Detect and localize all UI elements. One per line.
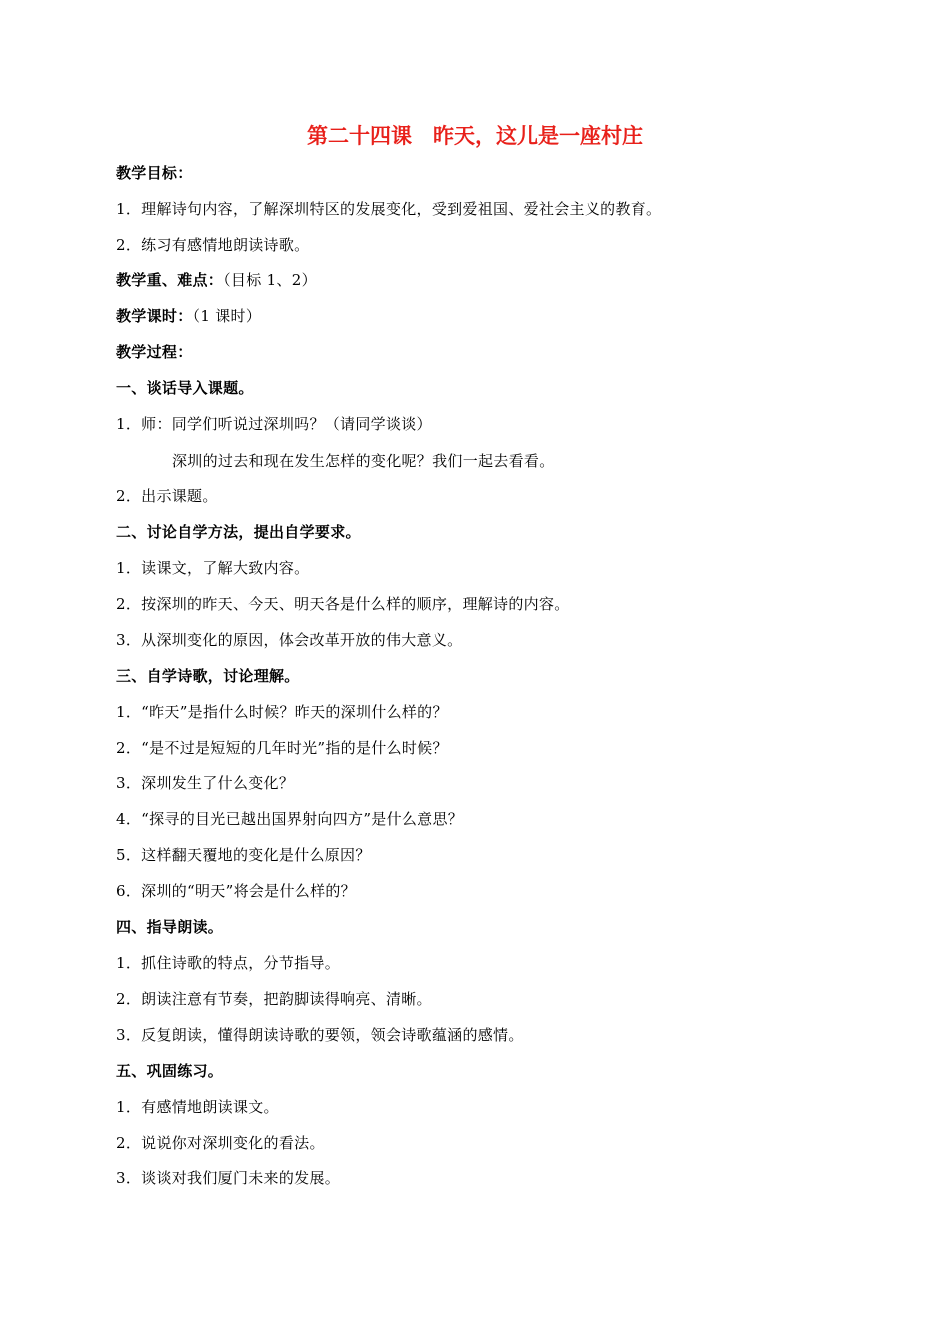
list-item: 5．这样翻天覆地的变化是什么原因？ <box>116 846 371 864</box>
list-item: 4．“探寻的目光已越出国界射向四方”是什么意思？ <box>116 810 464 828</box>
periods-value: （1 课时） <box>192 307 262 325</box>
list-item: 3．反复朗读，懂得朗读诗歌的要领，领会诗歌蕴涵的感情。 <box>116 1026 524 1044</box>
list-item: 2．出示课题。 <box>116 487 218 505</box>
list-item: 1．师：同学们听说过深圳吗？（请同学谈谈） <box>116 415 432 433</box>
list-item: 3．深圳发生了什么变化？ <box>116 774 295 792</box>
list-item: 2．按深圳的昨天、今天、明天各是什么样的顺序，理解诗的内容。 <box>116 595 570 613</box>
list-item: 3．从深圳变化的原因，体会改革开放的伟大意义。 <box>116 631 463 649</box>
section-heading: 二、讨论自学方法，提出自学要求。 <box>116 523 361 541</box>
list-item: 1．读课文，了解大致内容。 <box>116 559 310 577</box>
list-item: 1．抓住诗歌的特点，分节指导。 <box>116 954 341 972</box>
list-item: 2．说说你对深圳变化的看法。 <box>116 1134 325 1152</box>
list-item: 深圳的过去和现在发生怎样的变化呢？我们一起去看看。 <box>172 452 555 470</box>
process-heading: 教学过程： <box>116 343 193 361</box>
key-points-row <box>116 270 317 290</box>
objective-item: 1．理解诗句内容，了解深圳特区的发展变化，受到爱祖国、爱社会主义的教育。 <box>116 200 662 218</box>
key-points-label: 教学重、难点： <box>116 271 224 289</box>
list-item: 1．“昨天”是指什么时候？昨天的深圳什么样的？ <box>116 703 448 721</box>
section-heading: 三、自学诗歌，讨论理解。 <box>116 667 300 685</box>
section-heading: 一、谈话导入课题。 <box>116 379 254 397</box>
list-item: 1．有感情地朗读课文。 <box>116 1098 279 1116</box>
periods-label: 教学课时： <box>116 307 193 325</box>
periods-row <box>116 306 261 326</box>
key-points-value: （目标 1、2） <box>223 271 317 289</box>
list-item: 2．朗读注意有节奏，把韵脚读得响亮、清晰。 <box>116 990 432 1008</box>
list-item: 6．深圳的“明天”将会是什么样的？ <box>116 882 356 900</box>
objective-item: 2．练习有感情地朗读诗歌。 <box>116 236 310 254</box>
section-heading: 五、巩固练习。 <box>116 1062 224 1080</box>
list-item: 2．“是不过是短短的几年时光”指的是什么时候？ <box>116 739 448 757</box>
section-heading: 四、指导朗读。 <box>116 918 224 936</box>
list-item: 3．谈谈对我们厦门未来的发展。 <box>116 1169 341 1187</box>
lesson-title: 第二十四课 昨天，这儿是一座村庄 <box>307 124 643 148</box>
objectives-heading: 教学目标： <box>116 164 193 182</box>
